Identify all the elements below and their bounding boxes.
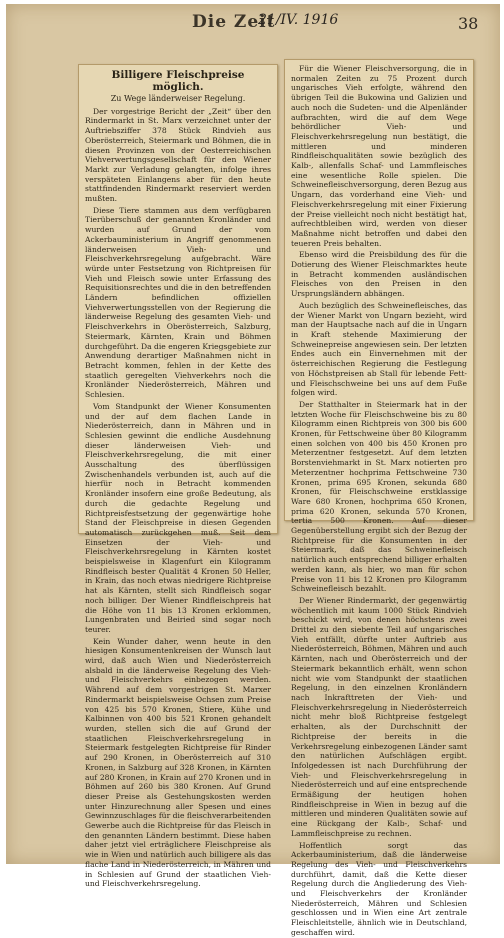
handwritten-date: 21/IV. 1916 [258,12,339,28]
newspaper-masthead: Die Zeit [192,12,276,32]
article-paragraph: Kein Wunder daher, wenn heute in den hiesigen Konsumentenkreisen der Wunsch laut wird, daß auch Wien und Niederösterreich alsbald in die länderweise Regelung des Vieh- und Fleischverkehrs einbezogen werden. Während auf dem vorgestrigen St. Marxer Rindermarkt beispielsweise Ochsen zum Preise von 425 bis 570 Kronen, Stiere, Kühe und Kalbinnen von 400 bis 521 Kronen gehandelt wurden, stellen sich die auf Grund der staatlichen Fleischverkehrsregelung in Steiermark festgelegten Richtpreise für Rinder auf 290 Kronen, in Oberösterreich auf 310 Kronen, in Salzburg auf 328 Kronen, in Kärnten auf 280 Kronen, in Krain auf 270 Kronen und in Böhmen auf 260 bis 380 Kronen. Auf Grund dieser Preise als Gestehungskosten werden unter Hinzurechnung aller Spesen und eines Gewinnzuschlages für die fleischverarbeitenden Gewerbe auch die Richtpreise für das Fleisch in den genannten Ländern bestimmt. Diese haben daher jetzt viel erträglichere Fleischpreise als wie in Wien und natürlich auch billigere als das flache Land in Niederösterreich, in Mähren und in Schlesien auf Grund der staatlichen Vieh- und Fleischverkehrsregelung. [85,636,271,889]
article-paragraph: Der Wiener Rindermarkt, der gegenwärtig wöchentlich mit kaum 1000 Stück Rindvieh beschickt wird, von denen höchstens zwei Drittel zu den siebente Teil auf ungarisches Vieh entfällt, dürfte unter Auftrieb aus Niederösterreich, Böhmen, Mähren und auch Kärnten, nach und Oberösterreich und der Steiermark bekanntlich erhält, wenn schon nicht wie vom Standpunkt der staatlichen Regelung, in den einzelnen Kronländern nach Inkrafttreten der Vieh- und Fleischverkehrsregelung in Niederösterreich nicht mehr bloß Richtpreise festgelegt erhalten, als der Durchschnitt der Richtpreise der bereits in die Verkehrsregelung einbezogenen Länder samt den natürlichen Aufschlägen ergibt. Infolgedessen ist nach Durchführung der Vieh- und Fleischverkehrsregelung in Niederösterreich und auf eine entsprechende Ermäßigung der heutigen hohen Rindfleischpreise in Wien in bezug auf die mittleren und minderen Qualitäten sowie auf eine Rückgang der Kalb-, Schaf- und Lammfleischpreise zu rechnen. [291,595,467,838]
article-paragraph: Der Statthalter in Steiermark hat in der letzten Woche für Fleischschweine bis zu 80 Kilogramm einen Richtpreis von 300 bis 600 Kronen, für Fettschweine über 80 Kilogramm einen solchen von 400 bis 450 Kronen pro Meterzentner festgesetzt. Auf dem letzten Borstenviehmarkt in St. Marx notierten pro Meterzentner hochprima Fettschweine 730 Kronen, prima 695 Kronen, sekunda 680 Kronen, für Fleischschweine erstklassige Ware 680 Kronen, hochprima 650 Kronen, prima 620 Kronen, sekunda 570 Kronen, tertia 500 Kronen. Auf dieser Gegenüberstellung ergibt sich der Bezug der Richtpreise für die Konsumenten in der Steiermark, daß das Schweinefleisch natürlich auch entsprechend billiger erhalten werden kann, als hier, wo man für schon Preise von 11 bis 12 Kronen pro Kilogramm Schweinefleisch bezahlt. [291,399,467,594]
clipping-column-left [78,64,278,889]
archive-sheet [6,4,500,937]
page-number: 38 [458,14,479,33]
clipping-column-right [284,59,474,937]
article-subheadline: Zu Wege länderweiser Regelung. [110,94,246,103]
article-paragraph: Auch bezüglich des Schweinefleisches, das der Wiener Markt von Ungarn bezieht, wird man der Hauptsache nach auf die in Ungarn in Kraft stehende Maximierung der Schweinepreise angewiesen sein. Der letzten Endes auch ein Einvernehmen mit der österreichischen Regierung die Festlegung von Höchstpreisen ab Stall für lebende Fett- und Fleischschweine bei uns auf dem Fuße folgen wird. [291,300,467,398]
article-headline: Billigere Fleischpreise möglich. [111,69,245,93]
article-paragraph: Vom Standpunkt der Wiener Konsumenten und der auf dem flachen Lande in Niederösterreich, dann in Mähren und in Schlesien gewinnt die endliche Ausdehnung dieser länderweisen Vieh- und Fleischverkehrsregelung, die mit einer Ausschaltung des überflüssigen Zwischenhandels verbunden ist, auch auf die hierfür noch in Betracht kommenden Kronländer insofern eine große Bedeutung, als durch die gedachte Regelung und Richtpreisfestsetzung der gegenwärtige hohe Stand der Fleischpreise in diesen Gegenden automatisch zurückgehen muß. Seit dem Einsetzen der Vieh- und Fleischverkehrsregelung in Kärnten kostet beispielsweise in Klagenfurt ein Kilogramm Rindfleisch bester Qualität 4 Kronen 50 Heller, in Krain, das noch etwas niedrigere Richtpreise hat als Kärnten, stellt sich Rindfleisch sogar noch billiger. Der Wiener Rindfleischpreis hat die Höhe von 11 bis 13 Kronen erklommen, Lungenbraten und Beiried sind sogar noch teurer. [85,401,271,634]
article-paragraph: Der vorgestrige Bericht der „Zeit“ über den Rindermarkt in St. Marx verzeichnet unter der Auftriebsziffer 378 Stück Rindvieh aus Oberösterreich, Steiermark und Böhmen, die in diesen Provinzen von der Oesterreichischen Viehverwertungsgesellschaft für den Wiener Markt zur Verladung gelangten, infolge ihres verspäteten Einlangens aber für den heute stattfindenden Rindermarkt reserviert werden mußten. [85,106,271,204]
article-paragraph: Ebenso wird die Preisbildung des für die Dotierung des Wiener Fleischmarktes heute in Betracht kommenden ausländischen Fleisches von den Preisen in den Ursprungsländern abhängen. [291,250,467,299]
article-paragraph: Diese Tiere stammen aus dem verfügbaren Tierüberschuß der genannten Kronländer und wurden auf Grund der vom Ackerbauministerium in Angriff genommenen länderweisen Vieh- und Fleischverkehrsregelung aufgebracht. Wäre würde unter Festsetzung von Richtpreisen für Vieh und Fleisch sowie unter Erfassung des Requisitionsrechtes und die in den betreffenden Ländern befindlichen offiziellen Viehverwertungsstellen von der Regierung die länderweise Regelung des gesamten Vieh- und Fleischverkehrs in Oberösterreich, Salzburg, Steiermark, Kärnten, Krain und Böhmen durchgeführt. Da die engeren Kriegsgebiete zur Anwendung derartiger Maßnahmen nicht in Betracht kommen, fehlen in der Kette des staatlich geregelten Viehverkehrs noch die Kronländer Niederösterreich, Mähren und Schlesien. [85,205,271,400]
article-paragraph: Für die Wiener Fleischversorgung, die in normalen Zeiten zu 75 Prozent durch ungarisches Vieh erfolgte, während den übrigen Teil die Bukowina und Galizien und auch noch die Sudeten- und die Alpenländer aufbrachten, wird die auf dem Wege behördlicher Vieh- und Fleischverkehrsregelung nun bestätigt, die mittleren und minderen Rindfleischqualitäten sowie bezüglich des Kalb-, allenfalls Schaf- und Lammfleisches eine wesentliche Rolle spielen. Die Schweinefleischversorgung, deren Bezug aus Ungarn, das vorderhand eine Vieh- und Fleischverkehrsregelung mit einer Fixierung der Preise vielleicht noch nicht bestätigt hat, aufrechtbleiben wird, werden von dieser Maßnahme nicht betroffen und dabei den teueren Preis behalten. [291,64,467,248]
article-paragraph: Hoffentlich sorgt das Ackerbauministerium, daß die länderweise Regelung des Vieh- und Fleischverkehrs durchführt, damit, daß die Kette dieser Regelung durch die Angliederung des Vieh- und Fleischverkehrs der Kronländer Niederösterreich, Mähren und Schlesien geschlossen und in Wien eine Art zentrale Fleischleitstelle, ähnlich wie in Deutschland, geschaffen wird. [291,840,467,937]
